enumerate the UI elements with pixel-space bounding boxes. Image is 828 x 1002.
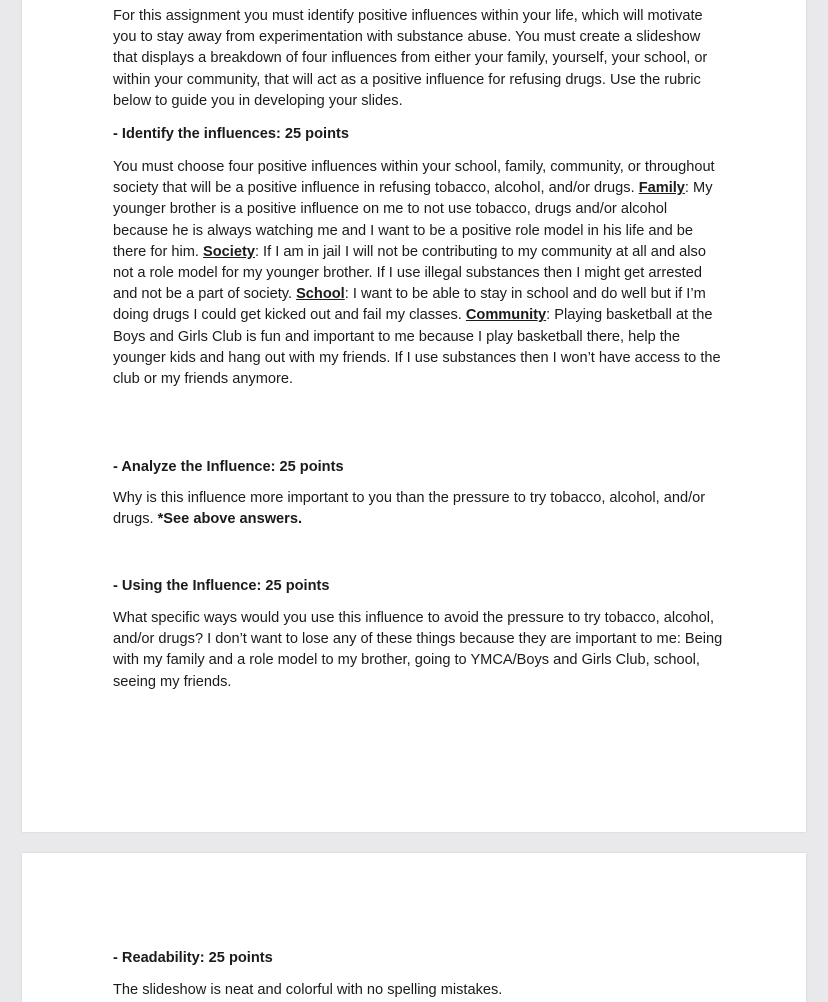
readability-paragraph: The slideshow is neat and colorful with no spelling mistakes. <box>113 982 503 998</box>
identify-paragraph <box>113 157 723 390</box>
analyze-note: *See above answers. <box>157 511 303 528</box>
family-label: Family <box>638 180 685 197</box>
school-text: : I want to be able to stay in school and do well but if I’m doing drugs I could get kicked out and fail my classes. <box>113 286 706 324</box>
analyze-heading: - Analyze the Influence: 25 points <box>113 459 344 475</box>
analyze-text: Why is this influence more important to you than the pressure to try tobacco, alcohol, and/or drugs. <box>113 490 706 528</box>
readability-heading: - Readability: 25 points <box>113 950 273 966</box>
school-label: School <box>296 286 345 303</box>
society-label: Society <box>203 243 255 260</box>
community-text: : Playing basketball at the Boys and Girls Club is fun and important to me because I play basketball there, help the younger kids and hang out with my friends. If I use substances then I won’t have access to the club or my friends anymore. <box>113 307 721 388</box>
assignment-intro: For this assignment you must identify positive influences within your life, which will motivate you to stay away from experimentation with substance abuse. You must create a slideshow that displays a breakdown of four influences from either your family, yourself, your school, or within your community, that will act as a positive influence for refusing drugs. Use the rubric below to guide you in developing your slides. <box>113 8 708 109</box>
using-heading: - Using the Influence: 25 points <box>113 578 330 594</box>
family-text: : My younger brother is a positive influence on me to not use tobacco, drugs and/or alcohol because he is always watching me and I want to be a positive role model in his life and be there for him. <box>113 180 713 260</box>
document-page-1 <box>22 0 806 832</box>
analyze-paragraph <box>113 488 723 530</box>
using-paragraph: What specific ways would you use this influence to avoid the pressure to try tobacco, alcohol, and/or drugs? I don’t want to lose any of these things because they are important to me: Being with my family and a role model to my brother, going to YMCA/Boys and Girls Club, school, seeing my friends. <box>113 610 723 690</box>
identify-heading: - Identify the influences: 25 points <box>113 126 349 142</box>
community-label: Community <box>465 307 547 324</box>
document-page-2 <box>22 853 806 1002</box>
society-text: : If I am in jail I will not be contributing to my community at all and also not a role model for my younger brother. If I use illegal substances then I might get arrested and not be a part of society. <box>113 243 706 303</box>
identify-intro: You must choose four positive influences within your school, family, community, or throughout society that will be a positive influence in refusing tobacco, alcohol, and/or drugs. <box>113 159 715 197</box>
